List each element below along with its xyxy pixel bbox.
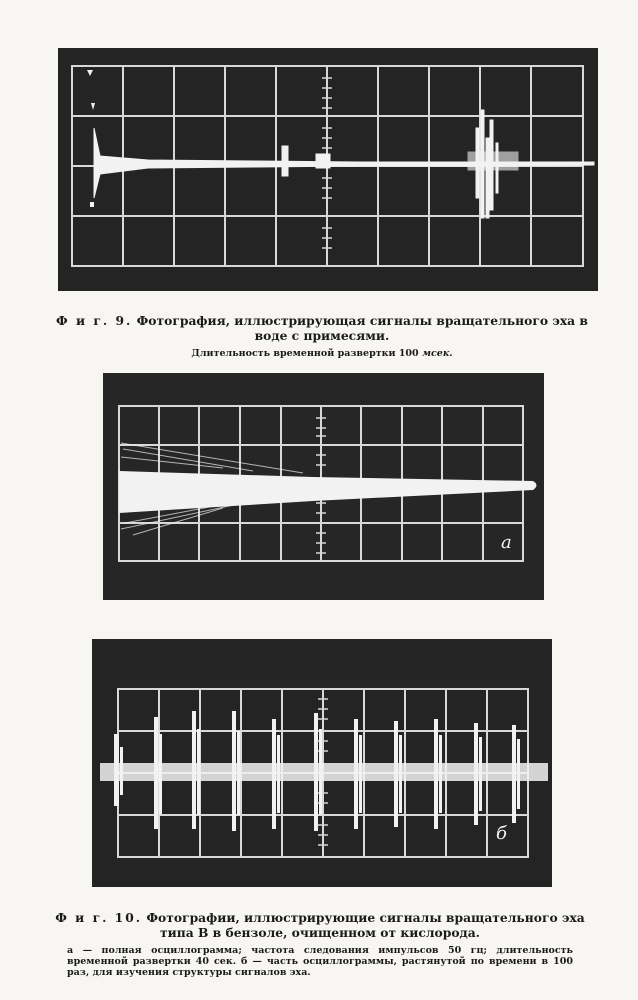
figure-10a-svg	[103, 373, 544, 600]
figure-9-subcaption-unit: мсек.	[421, 347, 453, 359]
figure-10b-oscillogram	[92, 639, 552, 887]
figure-10b-svg	[92, 639, 552, 887]
figure-10-subcaption: а — полная осциллограмма; частота следования импульсов 50 гц; длительность временной развертки 40 сек. б — часть осциллограммы, растянутой по времени в 100 раз, для изучения структуры сигналов эха.	[67, 944, 573, 979]
figure-10a-oscillogram	[103, 373, 544, 600]
figure-9-oscillogram	[58, 48, 598, 291]
figure-9-label: Ф и г. 9.	[56, 313, 133, 328]
figure-9-svg	[58, 48, 598, 291]
figure-10-title-line	[55, 911, 585, 941]
figure-10-label: Ф и г. 10.	[55, 910, 143, 925]
figure-9-title-line	[42, 314, 602, 344]
figure-9-title: Фотография, иллюстрирующая сигналы вращательного эха в воде с примесями.	[136, 313, 588, 343]
figure-10-title: Фотографии, иллюстрирующие сигналы вращательного эха типа B в бензоле, очищенном от кислорода.	[146, 910, 585, 940]
figure-10-caption	[55, 911, 585, 979]
panel-b-label: б	[496, 823, 507, 844]
panel-a-label: а	[501, 532, 512, 553]
figure-9-subcaption-text: Длительность временной развертки 100	[191, 347, 419, 359]
figure-9-caption	[42, 314, 602, 359]
figure-9-subcaption	[42, 348, 602, 359]
